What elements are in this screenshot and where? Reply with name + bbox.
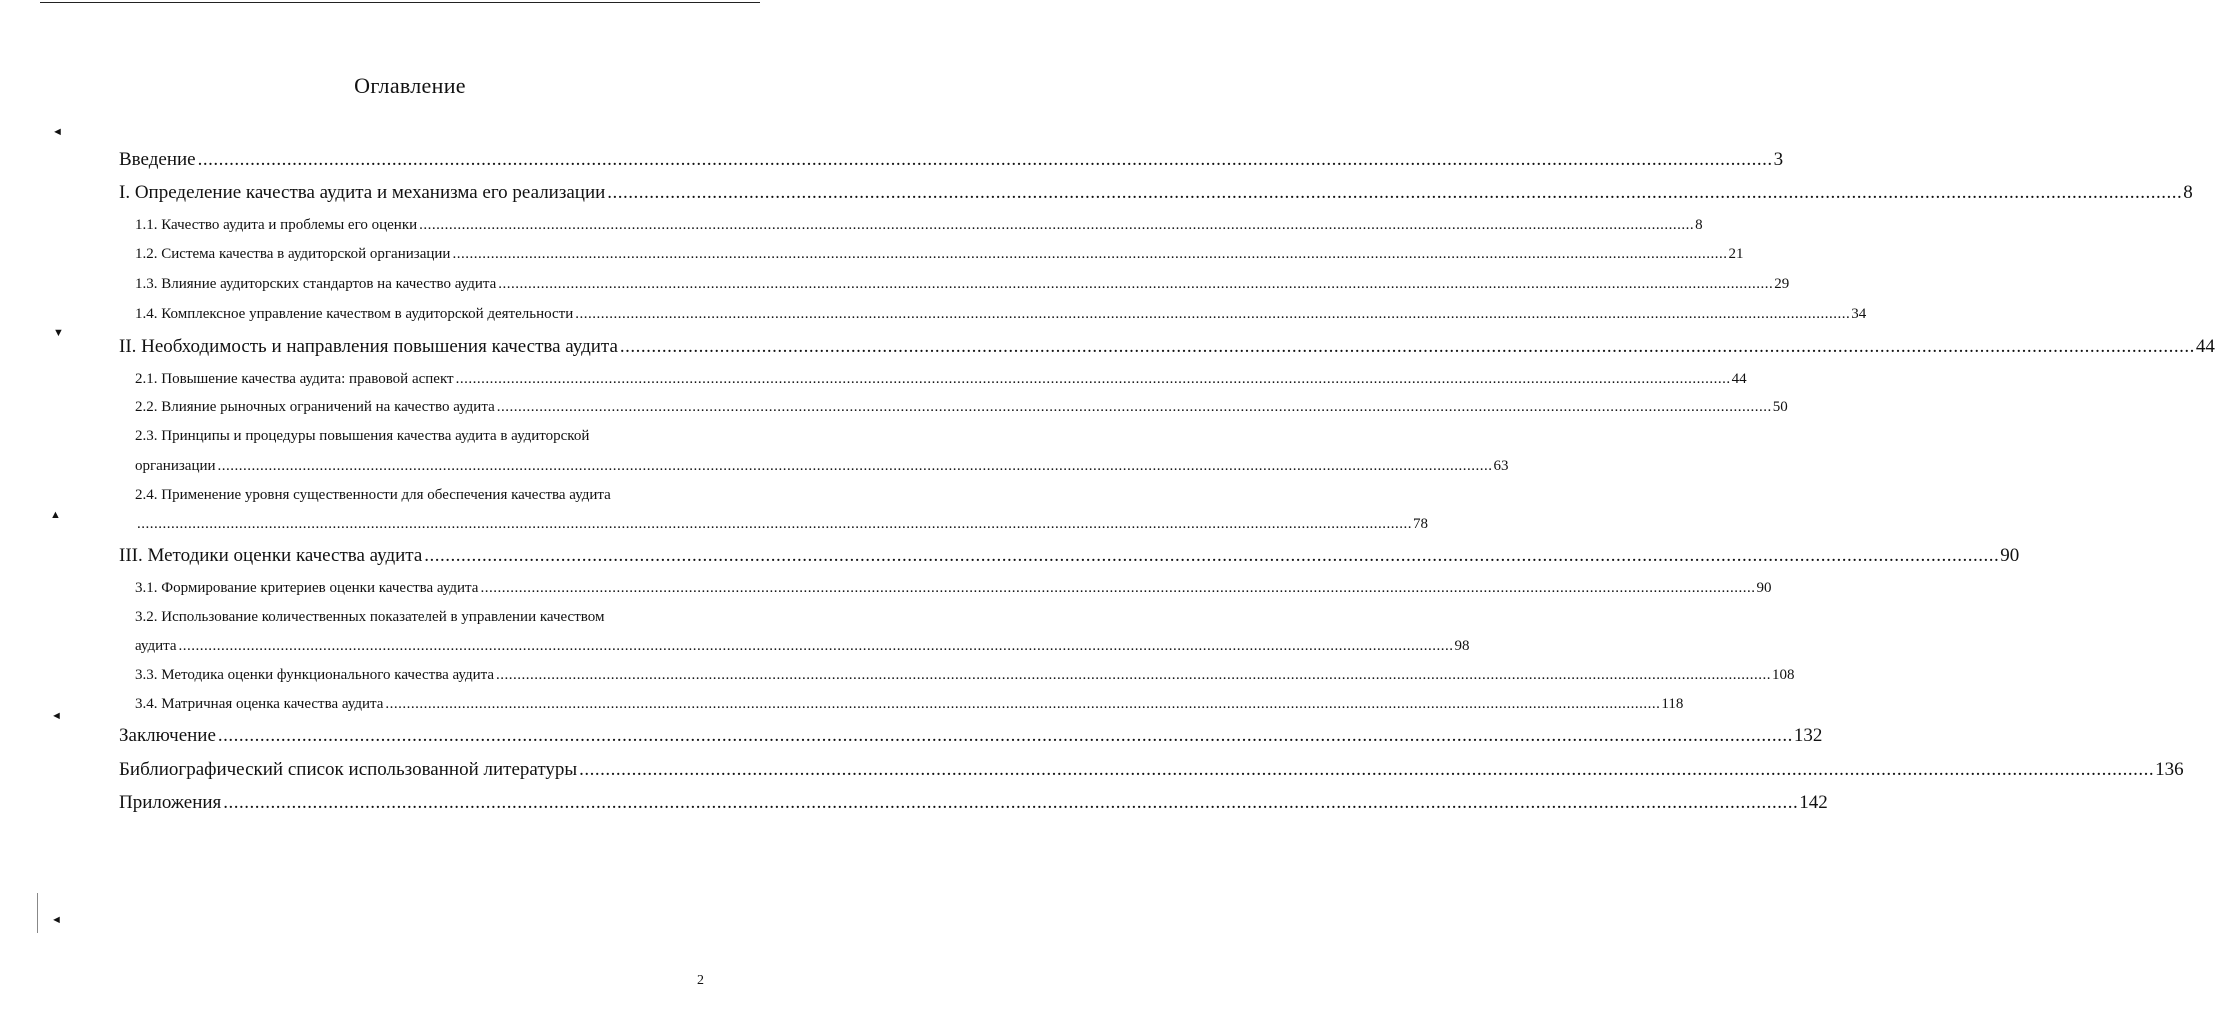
dot-leader: ............................................................................................................................................................................................................................................................................................................ xyxy=(579,759,2155,780)
toc-entry[interactable] xyxy=(119,545,2020,567)
toc-entry-label: II. Необходимость и направления повышения качества аудита xyxy=(119,336,618,357)
toc-entry[interactable] xyxy=(119,336,2215,358)
toc-entry[interactable] xyxy=(135,399,1788,416)
toc-entry[interactable] xyxy=(119,149,1784,171)
toc-entry-label: I. Определение качества аудита и механизма его реализации xyxy=(119,182,606,203)
toc-entry[interactable] xyxy=(135,246,1744,263)
toc-entry[interactable] xyxy=(135,638,1470,655)
toc-entry-label: 3.1. Формирование критериев оценки качества аудита xyxy=(135,580,479,596)
toc-entry[interactable] xyxy=(135,580,1772,597)
binding-hole-mark: ◄ xyxy=(52,126,63,138)
toc-entry-page: 34 xyxy=(1851,306,1867,322)
dot-leader: ............................................................................................................................................................................................................................................................................................................ xyxy=(607,182,2183,203)
toc-entry-label: 3.3. Методика оценки функционального качества аудита xyxy=(135,667,494,683)
toc-entry-first-line[interactable]: 2.4. Применение уровня существенности для обеспечения качества аудита xyxy=(135,487,611,503)
scan-edge-line xyxy=(37,893,38,933)
toc-entry[interactable] xyxy=(119,759,2184,781)
toc-entry-page: 90 xyxy=(2000,545,2020,566)
page-number: 2 xyxy=(697,973,704,988)
dot-leader: ............................................................................................................................................................................................................................................................................................................ xyxy=(496,667,1771,683)
toc-entry-label: 2.1. Повышение качества аудита: правовой аспект xyxy=(135,371,454,387)
toc-entry-label: Приложения xyxy=(119,792,222,813)
dot-leader: ............................................................................................................................................................................................................................................................................................................ xyxy=(619,336,2195,357)
dot-leader: ............................................................................................................................................................................................................................................................................................................ xyxy=(498,276,1774,292)
toc-entry-page: 108 xyxy=(1772,667,1795,683)
toc-entry[interactable] xyxy=(119,725,1823,747)
toc-entry-page: 44 xyxy=(1731,371,1747,387)
binding-hole-mark: ▲ xyxy=(50,509,61,521)
toc-entry-first-line[interactable]: 3.2. Использование количественных показателей в управлении качеством xyxy=(135,609,605,625)
toc-entry-page: 8 xyxy=(1695,217,1703,233)
toc-entry[interactable] xyxy=(119,182,2193,204)
dot-leader: ............................................................................................................................................................................................................................................................................................................ xyxy=(575,306,1851,322)
toc-entry-page: 21 xyxy=(1728,246,1744,262)
dot-leader: ............................................................................................................................................................................................................................................................................................................ xyxy=(455,371,1731,387)
binding-hole-mark: ▼ xyxy=(53,327,64,339)
toc-entry-label: аудита xyxy=(135,638,177,654)
binding-hole-mark: ◄ xyxy=(51,710,62,722)
toc-entry[interactable] xyxy=(135,306,1867,323)
dot-leader: ............................................................................................................................................................................................................................................................................................................ xyxy=(424,545,2000,566)
toc-entry-label: организации xyxy=(135,458,216,474)
toc-entry-label: Заключение xyxy=(119,725,216,746)
toc-entry-label: 2.2. Влияние рыночных ограничений на качество аудита xyxy=(135,399,495,415)
toc-entry-label: 1.4. Комплексное управление качеством в аудиторской деятельности xyxy=(135,306,574,322)
dot-leader: ............................................................................................................................................................................................................................................................................................................ xyxy=(137,516,1412,532)
dot-leader: ............................................................................................................................................................................................................................................................................................................ xyxy=(480,580,1756,596)
toc-entry-label: 1.1. Качество аудита и проблемы его оценки xyxy=(135,217,418,233)
toc-entry-label: III. Методики оценки качества аудита xyxy=(119,545,423,566)
toc-entry-page: 8 xyxy=(2183,182,2193,203)
toc-entry-page: 132 xyxy=(1793,725,1823,746)
toc-entry-page: 136 xyxy=(2155,759,2184,780)
toc-entry-page: 50 xyxy=(1772,399,1788,415)
toc-entry-page: 63 xyxy=(1493,458,1509,474)
toc-entry[interactable] xyxy=(135,516,1428,533)
toc-entry-page: 98 xyxy=(1454,638,1470,654)
dot-leader: ............................................................................................................................................................................................................................................................................................................ xyxy=(197,149,1773,170)
toc-entry-page: 44 xyxy=(2195,336,2215,357)
dot-leader: ............................................................................................................................................................................................................................................................................................................ xyxy=(452,246,1728,262)
toc-entry-label: Библиографический список использованной литературы xyxy=(119,759,578,780)
toc-entry[interactable] xyxy=(135,667,1795,684)
toc-entry-label: 1.2. Система качества в аудиторской организации xyxy=(135,246,451,262)
toc-entry[interactable] xyxy=(135,276,1790,293)
dot-leader: ............................................................................................................................................................................................................................................................................................................ xyxy=(496,399,1772,415)
dot-leader: ............................................................................................................................................................................................................................................................................................................ xyxy=(223,792,1799,813)
toc-entry-label: Введение xyxy=(119,149,196,170)
toc-entry[interactable] xyxy=(135,458,1509,475)
toc-entry-page: 90 xyxy=(1756,580,1772,596)
toc-entry[interactable] xyxy=(135,371,1747,388)
dot-leader: ............................................................................................................................................................................................................................................................................................................ xyxy=(178,638,1454,654)
dot-leader: ............................................................................................................................................................................................................................................................................................................ xyxy=(217,458,1493,474)
page-title: Оглавление xyxy=(354,73,466,98)
dot-leader: ............................................................................................................................................................................................................................................................................................................ xyxy=(385,696,1661,712)
toc-entry-page: 78 xyxy=(1413,516,1428,532)
dot-leader: ............................................................................................................................................................................................................................................................................................................ xyxy=(419,217,1695,233)
binding-hole-mark: ◄ xyxy=(51,914,62,926)
top-rule xyxy=(40,2,760,3)
toc-entry-label: 3.4. Матричная оценка качества аудита xyxy=(135,696,384,712)
toc-entry-page: 3 xyxy=(1773,149,1784,170)
toc-entry[interactable] xyxy=(135,217,1703,234)
toc-entry-page: 118 xyxy=(1661,696,1684,712)
toc-entry-label: 1.3. Влияние аудиторских стандартов на качество аудита xyxy=(135,276,497,292)
toc-entry-page: 29 xyxy=(1774,276,1790,292)
toc-entry-page: 142 xyxy=(1799,792,1828,813)
toc-entry-first-line[interactable]: 2.3. Принципы и процедуры повышения качества аудита в аудиторской xyxy=(135,428,590,444)
toc-entry[interactable] xyxy=(119,792,1828,814)
toc-entry[interactable] xyxy=(135,696,1684,713)
dot-leader: ............................................................................................................................................................................................................................................................................................................ xyxy=(217,725,1793,746)
